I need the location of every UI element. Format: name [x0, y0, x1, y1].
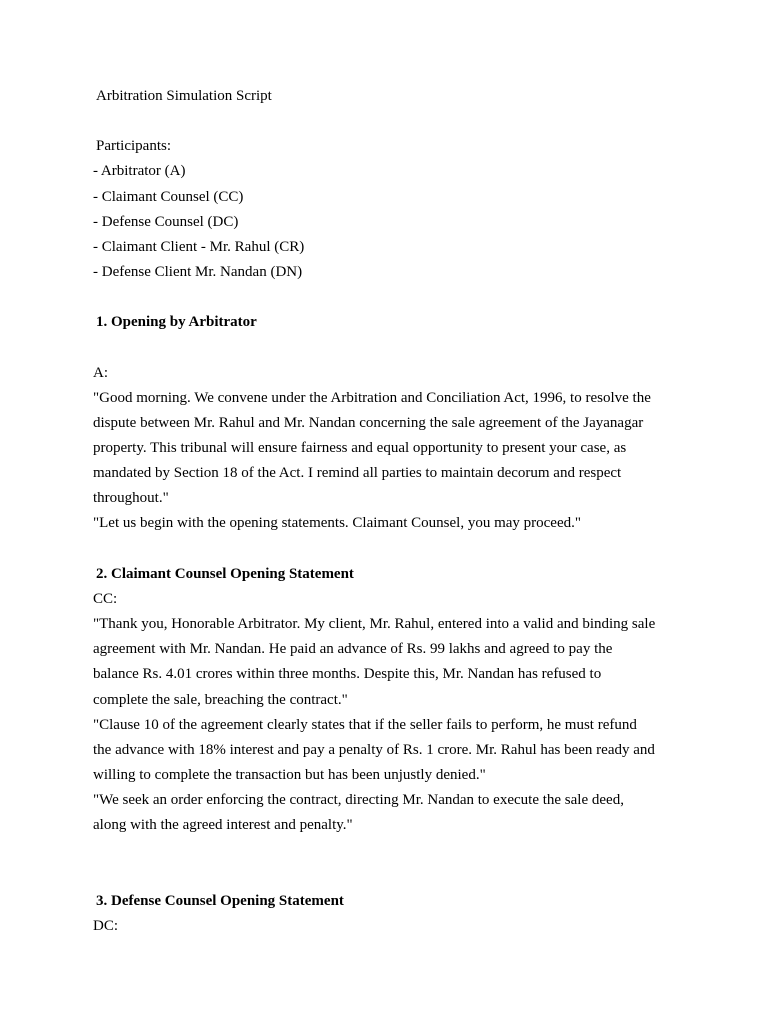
paragraph-line: "We seek an order enforcing the contract, directing Mr. Nandan to execute the sale deed, — [93, 792, 624, 808]
paragraph-line: balance Rs. 4.01 crores within three months. Despite this, Mr. Nandan has refused to — [93, 666, 602, 682]
paragraph-line: along with the agreed interest and penalty." — [93, 817, 353, 833]
paragraph-line: property. This tribunal will ensure fairness and equal opportunity to present your case, as — [93, 440, 627, 456]
speaker-label: A: — [93, 365, 108, 381]
participant-item: - Claimant Client - Mr. Rahul (CR) — [93, 239, 305, 255]
paragraph-line: "Good morning. We convene under the Arbitration and Conciliation Act, 1996, to resolve the — [93, 390, 651, 406]
participants-heading: Participants: — [96, 138, 171, 154]
paragraph-line: "Clause 10 of the agreement clearly states that if the seller fails to perform, he must refund — [93, 717, 637, 733]
paragraph-line: throughout." — [93, 490, 169, 506]
paragraph-line: dispute between Mr. Rahul and Mr. Nandan concerning the sale agreement of the Jayanagar — [93, 415, 644, 431]
participant-item: - Defense Counsel (DC) — [93, 214, 239, 230]
paragraph-line: agreement with Mr. Nandan. He paid an advance of Rs. 99 lakhs and agreed to pay the — [93, 641, 613, 657]
paragraph-line: complete the sale, breaching the contract." — [93, 692, 348, 708]
paragraph-line: the advance with 18% interest and pay a penalty of Rs. 1 crore. Mr. Rahul has been ready and — [93, 742, 655, 758]
paragraph-line: "Let us begin with the opening statements. Claimant Counsel, you may proceed." — [93, 515, 581, 531]
paragraph-line: "Thank you, Honorable Arbitrator. My client, Mr. Rahul, entered into a valid and binding sale — [93, 616, 656, 632]
paragraph-line: mandated by Section 18 of the Act. I remind all parties to maintain decorum and respect — [93, 465, 622, 481]
section-heading: 2. Claimant Counsel Opening Statement — [96, 566, 354, 582]
paragraph-line: willing to complete the transaction but has been unjustly denied." — [93, 767, 486, 783]
section-heading: 3. Defense Counsel Opening Statement — [96, 893, 344, 909]
participant-item: - Defense Client Mr. Nandan (DN) — [93, 264, 303, 280]
participant-item: - Claimant Counsel (CC) — [93, 189, 244, 205]
section-heading: 1. Opening by Arbitrator — [96, 314, 257, 330]
speaker-label: DC: — [93, 918, 119, 934]
document-title: Arbitration Simulation Script — [96, 88, 272, 104]
speaker-label: CC: — [93, 591, 118, 607]
participant-item: - Arbitrator (A) — [93, 163, 186, 179]
